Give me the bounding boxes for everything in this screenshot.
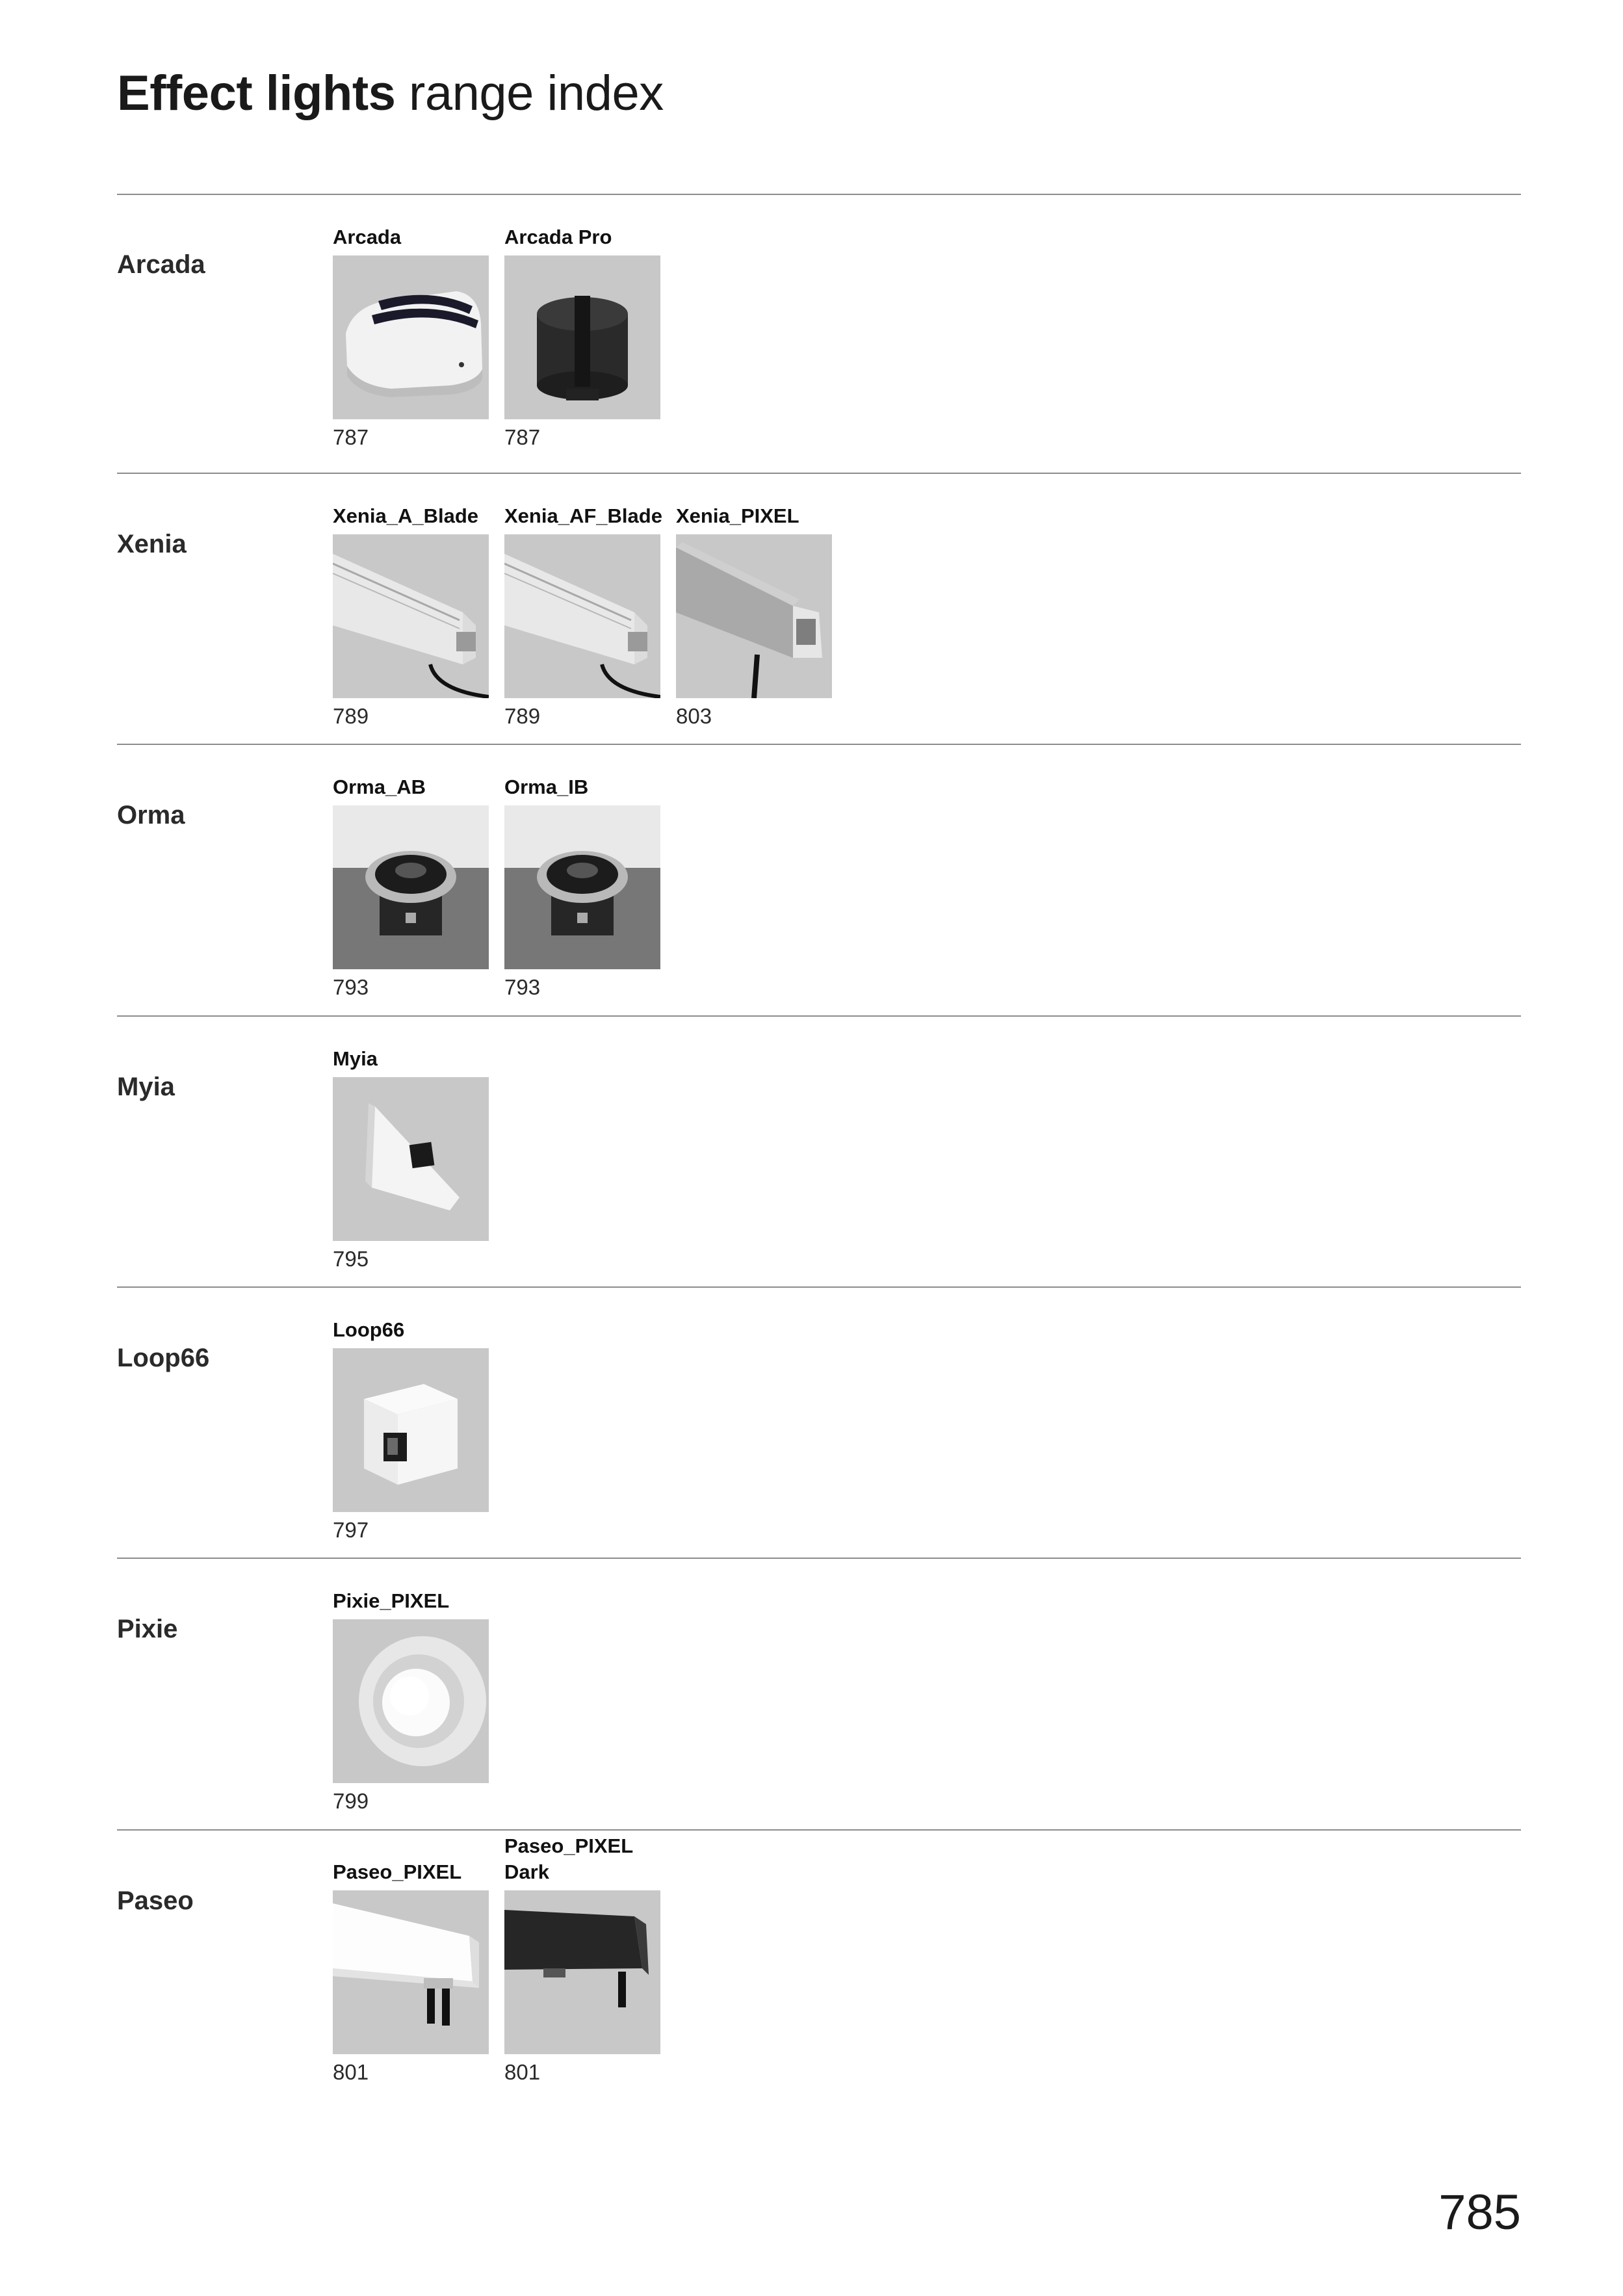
product-card[interactable] [333, 776, 489, 1000]
wedge-luminaire-icon [333, 1077, 489, 1241]
product-label: Loop66 [333, 1318, 405, 1341]
product-card[interactable] [504, 1834, 660, 2085]
dark-profile-luminaire-icon [504, 1890, 660, 2054]
section-divider [117, 194, 1521, 195]
product-card[interactable] [333, 1589, 489, 1814]
family-name: Myia [117, 1073, 175, 1101]
section-divider [117, 1286, 1521, 1288]
product-page-ref: 799 [333, 1789, 369, 1813]
product-label: Xenia_AF_Blade [504, 504, 662, 527]
product-card[interactable] [504, 226, 660, 450]
product-card[interactable] [333, 1047, 489, 1272]
section-divider [117, 1829, 1521, 1831]
arcada-luminaire-icon [333, 255, 489, 419]
white-profile-luminaire-icon [333, 1890, 489, 2054]
product-page-ref: 801 [333, 2060, 369, 2084]
product-label: Paseo_PIXEL [333, 1860, 462, 1883]
page-title [117, 65, 664, 122]
section-divider [117, 1558, 1521, 1559]
product-page-ref: 801 [504, 2060, 541, 2084]
family-name: Arcada [117, 250, 205, 279]
product-page-ref: 793 [333, 975, 369, 999]
product-page-ref: 789 [333, 704, 369, 728]
page-number: 785 [1438, 2185, 1521, 2240]
section-divider [117, 473, 1521, 474]
family-name: Pixie [117, 1615, 178, 1643]
recessed-round-luminaire-icon [333, 805, 489, 969]
family-name: Orma [117, 801, 185, 829]
product-label: Xenia_PIXEL [676, 504, 799, 527]
cube-luminaire-icon [333, 1348, 489, 1512]
product-label: Arcada [333, 226, 402, 248]
product-label: Orma_IB [504, 776, 589, 798]
product-page-ref: 793 [504, 975, 541, 999]
product-label: Paseo_PIXEL Dark [504, 1834, 634, 1883]
page-title-bold: Effect lights [117, 66, 396, 121]
product-card[interactable] [504, 776, 660, 1000]
product-page-ref: 787 [333, 425, 369, 449]
linear-bar-luminaire-icon [676, 534, 832, 698]
product-card[interactable] [676, 504, 832, 729]
product-page-ref: 789 [504, 704, 541, 728]
product-label: Arcada Pro [504, 226, 612, 248]
section-divider [117, 744, 1521, 745]
family-name: Loop66 [117, 1344, 210, 1372]
section-divider [117, 1015, 1521, 1017]
arcada-pro-luminaire-icon [504, 255, 660, 419]
product-card[interactable] [504, 504, 662, 729]
product-card[interactable] [333, 504, 489, 729]
product-label: Myia [333, 1047, 378, 1070]
linear-bar-luminaire-icon [504, 534, 660, 698]
product-card[interactable] [333, 226, 489, 450]
product-label: Pixie_PIXEL [333, 1589, 450, 1612]
family-name: Xenia [117, 530, 187, 558]
page-title-rest: range index [395, 66, 664, 121]
product-page-ref: 797 [333, 1518, 369, 1542]
product-page-ref: 787 [504, 425, 541, 449]
linear-bar-luminaire-icon [333, 534, 489, 698]
dome-luminaire-icon [333, 1619, 489, 1783]
product-card[interactable] [333, 1860, 489, 2085]
family-name: Paseo [117, 1886, 194, 1915]
product-page-ref: 803 [676, 704, 712, 728]
product-label: Orma_AB [333, 776, 426, 798]
product-label: Xenia_A_Blade [333, 504, 478, 527]
recessed-round-luminaire-icon [504, 805, 660, 969]
product-page-ref: 795 [333, 1247, 369, 1271]
product-card[interactable] [333, 1318, 489, 1543]
